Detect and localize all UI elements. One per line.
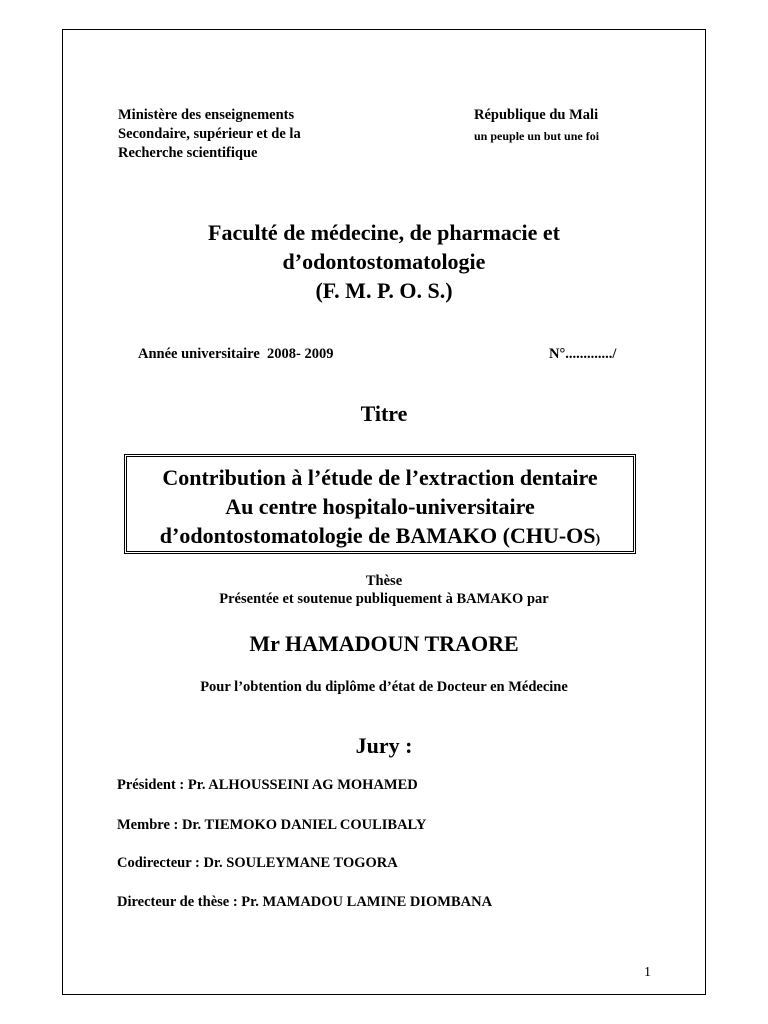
thesis-title-line-3 <box>129 521 631 554</box>
republic-block <box>474 106 599 147</box>
faculty-line-2: d’odontostomatologie <box>282 249 486 274</box>
ministry-line-1: Ministère des enseignements <box>118 107 295 123</box>
jury-codirector: Codirecteur : Dr. SOULEYMANE TOGORA <box>117 855 398 871</box>
ministry-line-3: Recherche scientifique <box>118 145 258 161</box>
republic-name: République du Mali <box>474 107 599 123</box>
academic-year: Année universitaire 2008- 2009 <box>138 346 334 362</box>
jury-president: Président : Pr. ALHOUSSEINI AG MOHAMED <box>117 777 418 793</box>
thesis-presented: Présentée et soutenue publiquement à BAMAKO par <box>219 591 549 607</box>
diploma-line: Pour l’obtention du diplôme d’état de Docteur en Médecine <box>200 679 568 695</box>
faculty-line-1: Faculté de médecine, de pharmacie et <box>208 220 560 245</box>
thesis-title-line-1: Contribution à l’étude de l’extraction dentaire <box>162 465 598 490</box>
thesis-label-block <box>62 572 706 608</box>
faculty-acronym: (F. M. P. O. S.) <box>315 278 453 303</box>
thesis-number: N°............./ <box>549 346 617 362</box>
jury-director: Directeur de thèse : Pr. MAMADOU LAMINE DIOMBANA <box>117 894 493 910</box>
ministry-block <box>118 106 301 163</box>
thesis-title-line-2: Au centre hospitalo-universitaire <box>225 494 535 519</box>
title-heading: Titre <box>360 401 408 426</box>
thesis-title-line-3-main: d’odontostomatologie de BAMAKO (CHU-OS <box>159 523 596 548</box>
thesis-title-box <box>124 454 636 554</box>
jury-heading: Jury : <box>355 733 413 758</box>
thesis-title-line-3-end: ) <box>595 532 601 547</box>
republic-motto: un peuple un but une foi <box>474 129 600 143</box>
author-name: Mr HAMADOUN TRAORE <box>249 631 519 656</box>
page-number: 1 <box>644 965 651 980</box>
jury-member: Membre : Dr. TIEMOKO DANIEL COULIBALY <box>117 817 427 833</box>
ministry-line-2: Secondaire, supérieur et de la <box>118 126 301 142</box>
faculty-title <box>62 218 706 305</box>
thesis-label: Thèse <box>365 573 403 589</box>
